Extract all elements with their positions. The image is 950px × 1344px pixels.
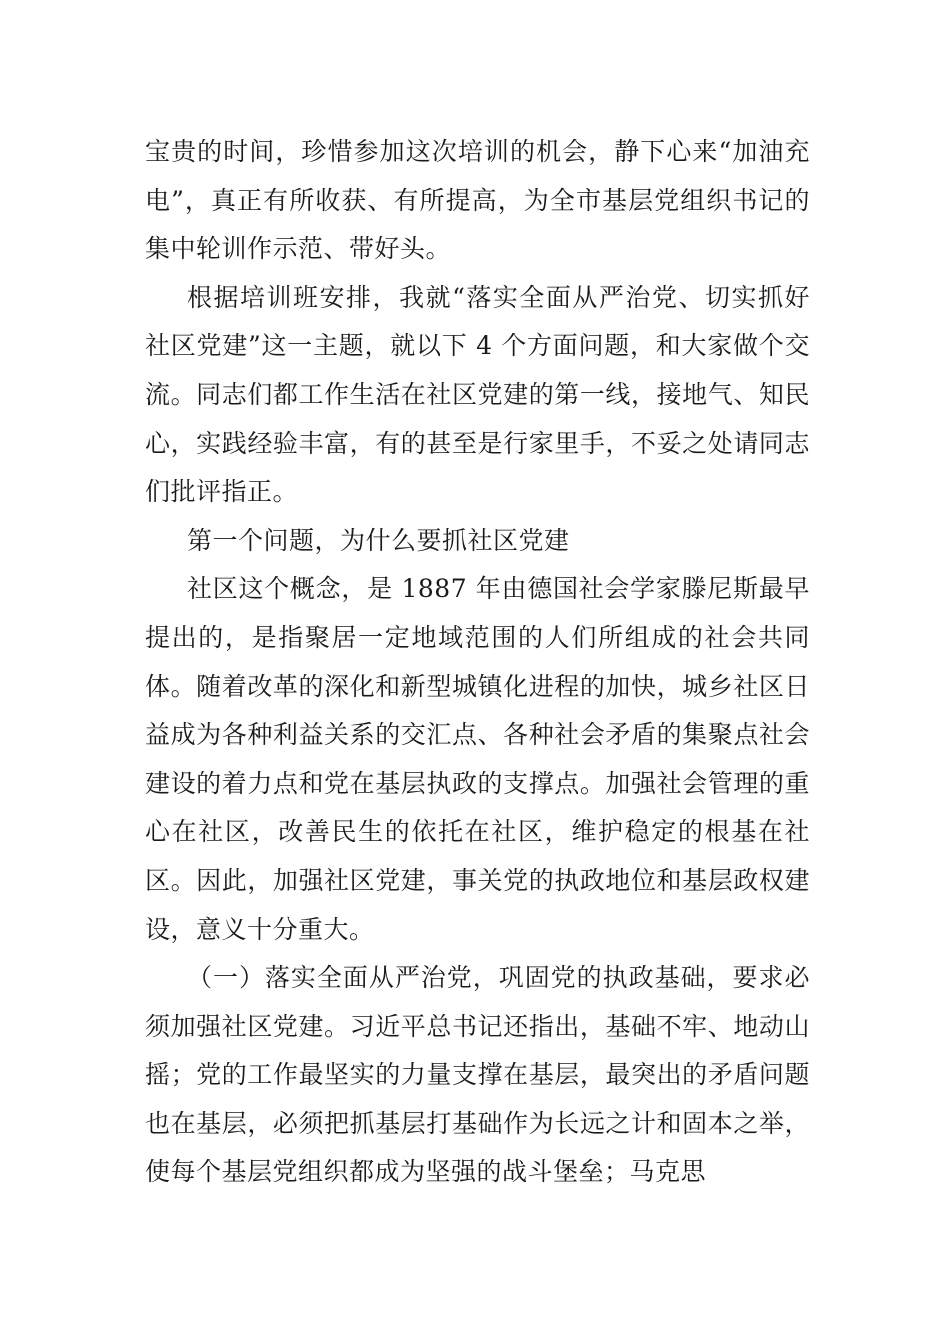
document-body (145, 128, 810, 1197)
paragraph-training-topic: 根据培训班安排，我就“落实全面从严治党、切实抓好社区党建”这一主题，就以下 4 个方面问题，和大家做个交流。同志们都工作生活在社区党建的第一线，接地气、知民心，实践经验丰富，有的甚至是行家里手，不妥之处请同志们批评指正。 (145, 282, 810, 507)
section-heading: 第一个问题，为什么要抓社区党建 (187, 525, 570, 555)
paragraph-community-concept: 社区这个概念，是 1887 年由德国社会学家滕尼斯最早提出的，是指聚居一定地域范围的人们所组成的社会共同体。随着改革的深化和新型城镇化进程的加快，城乡社区日益成为各种利益关系的交汇点、各种社会矛盾的集聚点社会建设的着力点和党在基层执政的支撑点。加强社会管理的重心在社区，改善民生的依托在社区，维护稳定的根基在社区。因此，加强社区党建，事关党的执政地位和基层政权建设，意义十分重大。 (145, 574, 810, 944)
paragraph-continuation: 宝贵的时间，珍惜参加这次培训的机会，静下心来“加油充电”，真正有所收获、有所提高，为全市基层党组织书记的集中轮训作示范、带好头。 (145, 137, 810, 264)
paragraph-point-one: （一）落实全面从严治党，巩固党的执政基础，要求必须加强社区党建。习近平总书记还指出，基础不牢、地动山摇；党的工作最坚实的力量支撑在基层，最突出的矛盾问题也在基层，必须把抓基层打基础作为长远之计和固本之举，使每个基层党组织都成为坚强的战斗堡垒；马克思 (145, 963, 810, 1187)
